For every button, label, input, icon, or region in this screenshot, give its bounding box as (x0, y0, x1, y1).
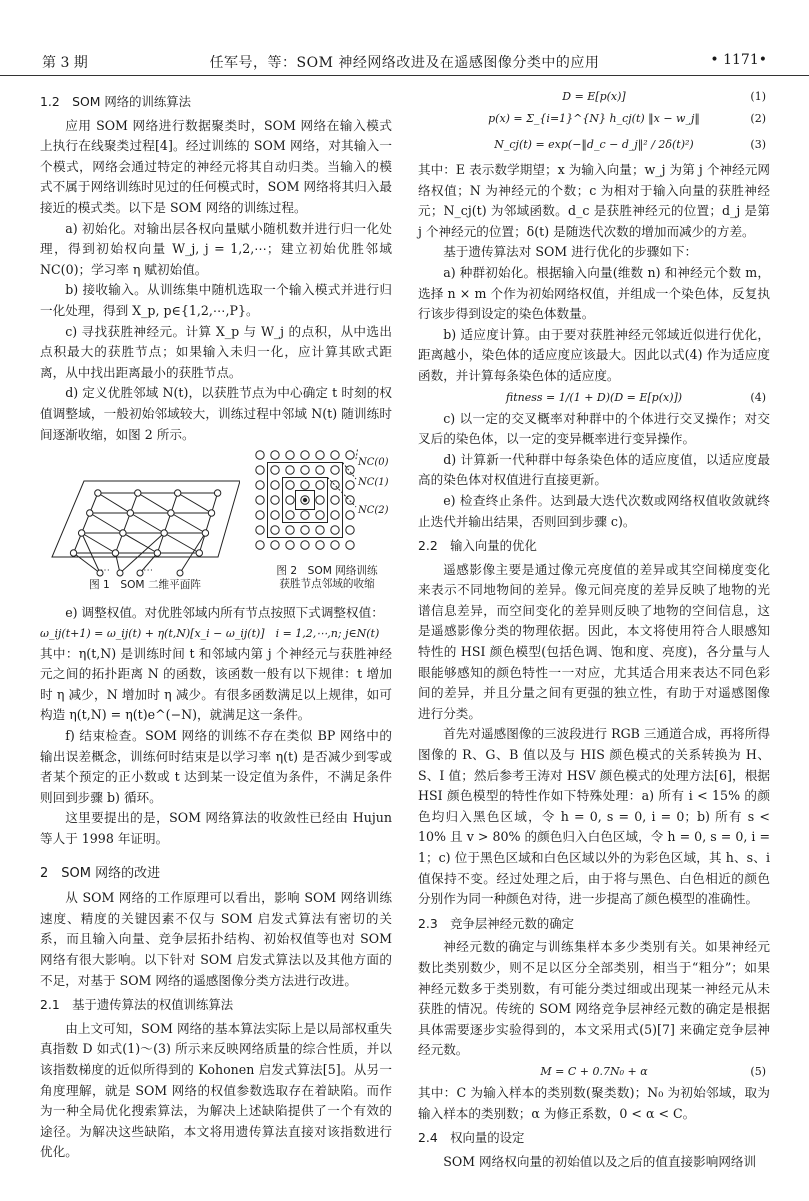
paragraph: 由上文可知，SOM 网络的基本算法实际上是以局部权重失真指数 D 如式(1)～(3) 所示来反映网络质量的综合性质，并以该指数梯度的近似所得到的 Kohonen 启发式算法[5]。从另一角度理解，就是 SOM 网络的权值参数选取存在着缺陷。而作为一种全局优化搜索算法，为解决上述缺陷提供了一个有效的途径。为解决这些缺陷，本文将用遗传算法直接对该指数进行优化。 (40, 1020, 392, 1160)
grid-node (256, 496, 264, 504)
eq2-body: p(x) = Σ_{i=1}^{N} h_cj(t) ‖x − w_j‖ (488, 112, 700, 125)
lattice-node (208, 510, 214, 516)
paragraph: 首先对遥感图像的三波段进行 RGB 三通道合成，再将所得图像的 R、G、B 值以及与 HIS 颜色模式的关系转换为 H、S、I 值；然后参考王涛对 HSV 颜色模式的处理方法[6]，根据 HSI 颜色模型的特性作如下特殊处理：a) 所有 i < 15% 的颜色均归入黑色区域，令 h = 0, s = 0, i = 0；b) 所有 s < 10% 且 v > 80% 的颜色归入白色区域，令 h = 0, s = 0, i = 1；c) 位于黑色区域和白色区域以外的为彩色区域，其 h、s、i 值保持不变。经过处理之后，由于将与黑色、白色相近的颜色分别作为同一种颜色对待，进一步提高了颜色模型的准确性。 (418, 726, 770, 907)
equation-2 (418, 108, 770, 130)
step-b: b) 接收输入。从训练集中随机选取一个输入模式并进行归一化处理，得到 X_p, p∈{1,2,⋯,P}。 (40, 282, 392, 318)
page-number: • 1171• (710, 52, 767, 68)
grid-node (256, 511, 264, 519)
figure-1-ellipsis: ⋯ ⋯ (100, 565, 154, 577)
equation-5-explanation: 其中：C 为输入样本的类别数(聚类数)；N₀ 为初始邻域，取为输入样本的类别数；α 为修正系数，0 < α < C。 (418, 1084, 770, 1121)
grid-node (331, 511, 339, 519)
nc0-label: NC(0) (358, 457, 389, 469)
grid-node (301, 466, 309, 474)
grid-node (346, 541, 354, 549)
eq5-number: (5) (750, 1064, 766, 1078)
grid-node (316, 466, 324, 474)
lattice-node (112, 550, 118, 556)
ga-step-b: b) 适应度计算。由于要对获胜神经元邻域近似进行优化，距离越小，染色体的适应度应该最大。因此以式(4) 作为适应度函数，并计算每条染色体的适应度。 (418, 326, 770, 383)
grid-node (286, 451, 294, 459)
grid-node (346, 526, 354, 534)
issue-number: 第 3 期 (42, 55, 88, 71)
equation-4 (418, 387, 770, 409)
eq2-number: (2) (750, 112, 766, 125)
figure-2-caption-line1: 图 2 SOM 网络训练 (276, 565, 378, 578)
lattice-node (135, 490, 141, 496)
lattice-node (120, 530, 126, 536)
equation-1 (418, 86, 770, 108)
equation-explanation: 其中：E 表示数学期望；x 为输入向量；w_j 为第 j 个神经元网络权值；N 为神经元的个数；c 为相对于输入向量的获胜神经元；N_cj(t) 为邻域函数。d_c 是获胜神经元的位置；d_j 是第 j 个神经元的位置；δ(t) 是随迭代次数的增加而减少的方差。 (418, 162, 770, 239)
section-2-2-heading: 2.2 输入向量的优化 (418, 538, 537, 554)
ga-step-a: a) 种群初始化。根据输入向量(维数 n) 和神经元个数 m，选择 n × m 个作为初始网络权值，并组成一个染色体，反复执行该步得到设定的染色体数量。 (418, 264, 770, 322)
nc1-label: NC(1) (358, 477, 389, 489)
section-2-3-heading: 2.3 竞争层神经元数的确定 (418, 915, 575, 931)
grid-node (271, 526, 279, 534)
ga-step-c: c) 以一定的交叉概率对种群中的个体进行交叉操作；对交叉后的染色体，以一定的变异概率进行变异操作。 (418, 410, 770, 447)
grid-node (256, 466, 264, 474)
grid-node (331, 526, 339, 534)
weight-update-equation: ω_ij(t+1) = ω_ij(t) + η(t,N)[x_i − ω_ij(t)] i = 1,2,⋯,n; j∈N(t) (40, 626, 380, 640)
lattice-node (202, 530, 208, 536)
input-node (177, 570, 183, 576)
section-2-1-heading: 2.1 基于遗传算法的权值训练算法 (40, 997, 234, 1013)
figures (40, 449, 392, 601)
grid-node (316, 541, 324, 549)
lattice-node (154, 550, 160, 556)
lattice-node (174, 490, 180, 496)
step-e: e) 调整权值。对优胜邻域内所有节点按照下式调整权值： (65, 605, 384, 621)
ga-step-d: d) 计算新一代种群中每条染色体的适应度值，以适应度最高的染色体对权值进行直接更新。 (418, 451, 770, 488)
grid-node (256, 541, 264, 549)
grid-node (271, 511, 279, 519)
winner-node (303, 498, 307, 502)
ga-step-e: e) 检查终止条件。达到最大迭代次数或网络权值收敛就终止迭代并输出结果，否则回到步骤 c)。 (418, 492, 770, 529)
grid-node (316, 511, 324, 519)
equation-3 (418, 130, 770, 160)
grid-node (301, 526, 309, 534)
grid-node (271, 451, 279, 459)
equation-5 (418, 1061, 770, 1083)
lattice-node (127, 510, 133, 516)
grid-node (286, 526, 294, 534)
grid-node (301, 481, 309, 489)
grid-node (346, 511, 354, 519)
lattice-node (78, 530, 84, 536)
grid-node (256, 481, 264, 489)
nc2-label: NC(2) (358, 505, 389, 517)
paragraph: 神经元数的确定与训练集样本多少类别有关。如果神经元数比类别数少，则不足以区分全部类别，相当于“粗分”；如果神经元数多于类别数，有可能分类过细或出现某一神经元从未获胜的情况。传统的 SOM 网络竞争层神经元数的确定是根据具体需要逐步实验得到的，本文采用式(5)[7] 来确定竞争层神经元数。 (418, 939, 770, 1058)
grid-node (346, 451, 354, 459)
eq4-number: (4) (750, 390, 766, 404)
grid-node (271, 481, 279, 489)
section-1-2-heading: 1.2 SOM 网络的训练算法 (40, 94, 192, 109)
lattice-node (87, 510, 93, 516)
paragraph: 遥感影像主要是通过像元亮度值的差异或其空间梯度变化来表示不同地物间的差异。像元间亮度的差异反映了地物的光谱信息差异，而空间变化的差异则反映了地物的空间信息，这是遥感影像分类的物理依据。因此，本文将使用符合人眼感知特性的 HSI 颜色模型(包括色调、饱和度、亮度)，各分量与人眼能够感知的颜色特性一一对应，尤其适合用来表达不同色彩间的差异，并且分量之间有更强的独立性，有助于对遥感图像进行分类。 (418, 561, 770, 721)
grid-node (331, 466, 339, 474)
step-f: f) 结束检查。SOM 网络的训练不存在类似 BP 网络中的输出误差概念，训练何时结束是以学习率 η(t) 是否减少到零或者某个预定的正小数或 t 达到某一设定值为条件，不满足条件则回到步骤 b) 循环。 (40, 728, 392, 805)
lattice-node (95, 490, 101, 496)
lattice-node (214, 490, 220, 496)
step-d: d) 定义优胜邻域 N(t)，以获胜节点为中心确定 t 时刻的权值调整域，一般初始邻域较大，训练过程中邻域 N(t) 随训练时间逐渐收缩，如图 2 所示。 (40, 385, 392, 442)
figure-2-caption (252, 565, 402, 591)
eq4-body: fitness = 1/(1 + D)(D = E[p(x)]) (505, 390, 683, 404)
lattice-node (196, 550, 202, 556)
grid-node (316, 526, 324, 534)
grid-node (271, 541, 279, 549)
grid-node (286, 541, 294, 549)
grid-node (301, 451, 309, 459)
section-2-heading: 2 SOM 网络的改进 (40, 865, 161, 881)
grid-node (271, 496, 279, 504)
eq3-number: (3) (750, 138, 766, 151)
grid-node (346, 466, 354, 474)
right-column (418, 86, 770, 1172)
step-e-explanation: 其中：η(t,N) 是训练时间 t 和邻域内第 j 个神经元与获胜神经元之间的拓扑距离 N 的函数，该函数一般有以下规律：t 增加时 η 减少，N 增加时 η 减少。有很多函数满足以上规律，如可构造 η(t,N) = η(t)e^(−N)，就满足这一条件。 (40, 645, 392, 723)
grid-node (256, 526, 264, 534)
lattice-node (161, 530, 167, 536)
step-c: c) 寻找获胜神经元。计算 X_p 与 W_j 的点积，从中选出点积最大的获胜节点；如果输入未归一化，应计算其欧式距离，从中找出距离最小的获胜节点。 (40, 323, 392, 380)
grid-node (331, 541, 339, 549)
eq1-body: D = E[p(x)] (562, 90, 626, 103)
grid-node (316, 496, 324, 504)
running-header (0, 0, 809, 76)
grid-node (316, 481, 324, 489)
grid-node (286, 481, 294, 489)
grid-node (346, 496, 354, 504)
paragraph: SOM 网络权向量的初始值以及之后的值直接影响网络训 (443, 1153, 757, 1169)
grid-node (286, 511, 294, 519)
figure-1-caption: 图 1 SOM 二维平面阵 (89, 579, 201, 592)
section-2-4-heading: 2.4 权向量的设定 (418, 1130, 525, 1146)
eq3-body: N_cj(t) = exp(−‖d_c − d_j‖² / 2δ(t)²) (494, 138, 694, 151)
grid-node (331, 451, 339, 459)
lattice-node (168, 510, 174, 516)
eq1-number: (1) (750, 90, 766, 103)
grid-node (271, 466, 279, 474)
figure-1-som-lattice (40, 449, 240, 577)
convergence-note: 这里要提出的是，SOM 网络算法的收敛性已经由 Hujun 等人于 1998 年证明。 (40, 810, 392, 847)
lattice-node (70, 550, 76, 556)
grid-node (301, 541, 309, 549)
grid-node (301, 511, 309, 519)
step-a: a) 初始化。对输出层各权向量赋小随机数并进行归一化处理，得到初始权向量 W_j, j = 1,2,⋯；建立初始优胜邻域 NC(0)；学习率 η 赋初始值。 (40, 220, 392, 277)
eq5-body: M = C + 0.7N₀ + α (540, 1064, 648, 1078)
grid-node (346, 481, 354, 489)
figure-2-caption-line2: 获胜节点邻域的收缩 (279, 578, 375, 591)
ga-intro: 基于遗传算法对 SOM 进行优化的步骤如下： (443, 244, 698, 260)
grid-node (331, 496, 339, 504)
grid-node (286, 466, 294, 474)
grid-node (316, 451, 324, 459)
grid-node (286, 496, 294, 504)
grid-node (256, 451, 264, 459)
running-title: 任军号，等：SOM 神经网络改进及在遥感图像分类中的应用 (209, 55, 600, 71)
grid-node (331, 481, 339, 489)
paragraph: 从 SOM 网络的工作原理可以看出，影响 SOM 网络训练速度、精度的关键因素不仅与 SOM 启发式算法有密切的关系，而且输入向量、竞争层拓扑结构、初始权值等也对 SOM 网络有很大影响。以下针对 SOM 启发式算法以及其他方面的不足，对基于 SOM 网络的遥感图像分类方法进行改进。 (40, 890, 392, 988)
paragraph: 应用 SOM 网络进行数据聚类时，SOM 网络在输入模式上执行在线聚类过程[4]。经过训练的 SOM 网络，对其输入一个模式，网络会通过特定的神经元将其自动归类。当输入的模式不属于网络训练时见过的任何模式时，SOM 网络将其归入最接近的模式类。以下是 SOM 网络的训练过程。 (40, 117, 392, 215)
left-column (40, 88, 392, 1163)
